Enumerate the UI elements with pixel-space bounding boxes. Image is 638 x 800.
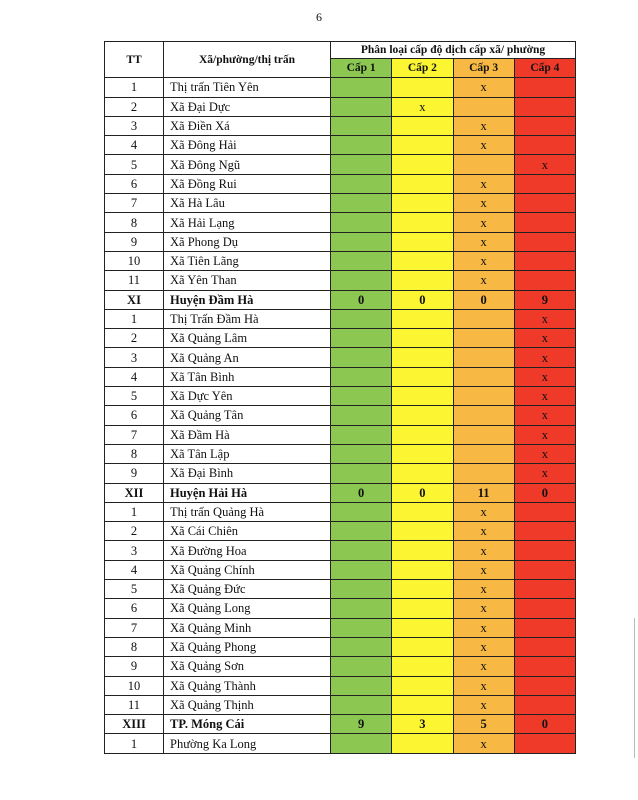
- row-level-4: 0: [514, 483, 575, 502]
- row-level-2: [392, 309, 453, 328]
- row-level-3: 5: [453, 715, 514, 734]
- row-level-2: [392, 695, 453, 714]
- row-name: Huyện Hải Hà: [164, 483, 331, 502]
- table-row: [105, 213, 576, 232]
- row-tt: 1: [105, 734, 164, 753]
- row-name: Thị Trấn Đầm Hà: [164, 309, 331, 328]
- row-level-4: [514, 618, 575, 637]
- row-tt: XII: [105, 483, 164, 502]
- header-level-3: Cấp 3: [453, 59, 514, 78]
- row-level-1: [331, 213, 392, 232]
- row-level-3: [453, 155, 514, 174]
- table-row: [105, 599, 576, 618]
- table-row: [105, 522, 576, 541]
- table-row: [105, 387, 576, 406]
- row-name: Xã Đầm Hà: [164, 425, 331, 444]
- row-tt: 3: [105, 116, 164, 135]
- row-level-2: [392, 271, 453, 290]
- row-tt: 9: [105, 464, 164, 483]
- row-level-3: x: [453, 116, 514, 135]
- row-tt: 4: [105, 136, 164, 155]
- row-level-2: [392, 367, 453, 386]
- row-level-2: [392, 657, 453, 676]
- row-level-3: x: [453, 580, 514, 599]
- row-level-4: x: [514, 155, 575, 174]
- row-level-2: 3: [392, 715, 453, 734]
- row-level-1: [331, 136, 392, 155]
- row-level-2: [392, 136, 453, 155]
- row-tt: 4: [105, 560, 164, 579]
- row-level-1: [331, 194, 392, 213]
- table-row: [105, 116, 576, 135]
- row-level-1: [331, 97, 392, 116]
- row-level-4: [514, 136, 575, 155]
- row-level-3: [453, 444, 514, 463]
- table-row: [105, 618, 576, 637]
- row-level-1: [331, 174, 392, 193]
- page-edge-mark: [634, 618, 638, 758]
- table-row: [105, 136, 576, 155]
- row-name: Xã Quảng Lâm: [164, 329, 331, 348]
- row-level-1: [331, 695, 392, 714]
- row-level-2: [392, 637, 453, 656]
- row-tt: 5: [105, 580, 164, 599]
- table-row: [105, 425, 576, 444]
- row-tt: 3: [105, 348, 164, 367]
- header-tt: TT: [105, 42, 164, 78]
- row-tt: 2: [105, 97, 164, 116]
- row-level-3: [453, 97, 514, 116]
- row-level-4: [514, 541, 575, 560]
- row-tt: XIII: [105, 715, 164, 734]
- row-level-4: [514, 580, 575, 599]
- row-level-4: x: [514, 425, 575, 444]
- header-level-group: Phân loại cấp độ dịch cấp xã/ phường: [331, 42, 576, 59]
- row-name: Xã Quảng Sơn: [164, 657, 331, 676]
- row-level-4: x: [514, 464, 575, 483]
- row-level-3: x: [453, 560, 514, 579]
- header-name: Xã/phường/thị trấn: [164, 42, 331, 78]
- row-level-3: x: [453, 657, 514, 676]
- row-level-2: [392, 78, 453, 97]
- row-level-4: x: [514, 387, 575, 406]
- table-row: [105, 464, 576, 483]
- row-level-4: [514, 251, 575, 270]
- row-level-1: [331, 425, 392, 444]
- row-level-4: x: [514, 329, 575, 348]
- row-level-2: [392, 116, 453, 135]
- table-group-row: [105, 290, 576, 309]
- row-level-3: x: [453, 734, 514, 753]
- row-level-1: [331, 637, 392, 656]
- row-level-3: x: [453, 174, 514, 193]
- row-tt: 7: [105, 425, 164, 444]
- row-level-2: [392, 348, 453, 367]
- row-level-3: [453, 367, 514, 386]
- row-level-1: [331, 348, 392, 367]
- row-level-3: x: [453, 676, 514, 695]
- row-level-3: [453, 329, 514, 348]
- row-level-3: 11: [453, 483, 514, 502]
- row-tt: 2: [105, 329, 164, 348]
- row-name: Xã Điền Xá: [164, 116, 331, 135]
- row-name: Xã Tiên Lãng: [164, 251, 331, 270]
- row-level-1: [331, 251, 392, 270]
- row-level-1: [331, 367, 392, 386]
- row-name: Xã Quảng Chính: [164, 560, 331, 579]
- row-tt: 2: [105, 522, 164, 541]
- table-row: [105, 271, 576, 290]
- row-name: Xã Đại Dực: [164, 97, 331, 116]
- row-level-4: [514, 232, 575, 251]
- row-level-1: [331, 618, 392, 637]
- table-row: [105, 367, 576, 386]
- row-level-1: [331, 406, 392, 425]
- row-level-3: [453, 348, 514, 367]
- row-level-4: x: [514, 309, 575, 328]
- row-level-2: [392, 174, 453, 193]
- row-tt: 11: [105, 271, 164, 290]
- row-level-4: x: [514, 406, 575, 425]
- row-level-3: x: [453, 599, 514, 618]
- row-tt: 10: [105, 251, 164, 270]
- row-name: Xã Phong Dụ: [164, 232, 331, 251]
- row-level-4: [514, 599, 575, 618]
- row-level-3: [453, 309, 514, 328]
- row-level-3: x: [453, 232, 514, 251]
- row-level-3: x: [453, 522, 514, 541]
- row-level-2: [392, 213, 453, 232]
- row-tt: 8: [105, 637, 164, 656]
- row-level-4: [514, 657, 575, 676]
- row-name: Xã Quảng An: [164, 348, 331, 367]
- row-level-1: [331, 309, 392, 328]
- table-row: [105, 502, 576, 521]
- row-level-2: [392, 406, 453, 425]
- table-row: [105, 676, 576, 695]
- commune-level-table: [104, 41, 576, 754]
- row-level-4: 9: [514, 290, 575, 309]
- table-row: [105, 348, 576, 367]
- row-level-1: 0: [331, 483, 392, 502]
- row-level-2: [392, 541, 453, 560]
- row-name: Xã Quảng Long: [164, 599, 331, 618]
- table-row: [105, 541, 576, 560]
- row-tt: 8: [105, 444, 164, 463]
- row-level-4: [514, 522, 575, 541]
- row-name: Xã Quảng Tân: [164, 406, 331, 425]
- row-name: Xã Hải Lạng: [164, 213, 331, 232]
- row-tt: 9: [105, 232, 164, 251]
- row-level-4: [514, 695, 575, 714]
- row-level-3: x: [453, 271, 514, 290]
- row-level-1: [331, 502, 392, 521]
- table-row: [105, 657, 576, 676]
- row-level-2: 0: [392, 290, 453, 309]
- row-level-1: [331, 444, 392, 463]
- row-tt: XI: [105, 290, 164, 309]
- row-level-1: [331, 541, 392, 560]
- row-level-1: [331, 387, 392, 406]
- row-level-2: [392, 580, 453, 599]
- row-name: Xã Dực Yên: [164, 387, 331, 406]
- table-row: [105, 155, 576, 174]
- row-name: Xã Đồng Rui: [164, 174, 331, 193]
- table-row: [105, 406, 576, 425]
- row-level-1: [331, 560, 392, 579]
- row-level-4: x: [514, 348, 575, 367]
- row-level-2: [392, 329, 453, 348]
- row-name: Xã Tân Bình: [164, 367, 331, 386]
- row-tt: 1: [105, 502, 164, 521]
- row-level-4: [514, 213, 575, 232]
- header-level-4: Cấp 4: [514, 59, 575, 78]
- row-level-2: [392, 560, 453, 579]
- table-row: [105, 695, 576, 714]
- table-row: [105, 251, 576, 270]
- row-tt: 1: [105, 309, 164, 328]
- row-level-1: [331, 329, 392, 348]
- row-level-4: [514, 116, 575, 135]
- row-level-1: [331, 599, 392, 618]
- table-row: [105, 97, 576, 116]
- row-level-3: x: [453, 194, 514, 213]
- row-level-2: 0: [392, 483, 453, 502]
- row-level-3: x: [453, 695, 514, 714]
- row-level-2: [392, 599, 453, 618]
- table-body: [105, 78, 576, 753]
- row-level-2: [392, 194, 453, 213]
- row-level-4: [514, 734, 575, 753]
- row-tt: 10: [105, 676, 164, 695]
- table-row: [105, 78, 576, 97]
- row-level-3: x: [453, 637, 514, 656]
- row-level-2: [392, 425, 453, 444]
- row-level-4: [514, 502, 575, 521]
- row-level-2: [392, 251, 453, 270]
- row-level-4: x: [514, 367, 575, 386]
- row-level-3: x: [453, 213, 514, 232]
- page-number: 6: [316, 10, 322, 24]
- row-level-4: 0: [514, 715, 575, 734]
- row-level-1: [331, 464, 392, 483]
- row-name: Xã Đại Bình: [164, 464, 331, 483]
- row-level-4: [514, 194, 575, 213]
- row-level-2: [392, 618, 453, 637]
- row-level-1: [331, 734, 392, 753]
- row-level-4: [514, 97, 575, 116]
- row-level-2: [392, 502, 453, 521]
- table-row: [105, 580, 576, 599]
- row-level-3: [453, 464, 514, 483]
- table-group-row: [105, 483, 576, 502]
- row-level-4: [514, 174, 575, 193]
- row-name: Xã Quảng Thịnh: [164, 695, 331, 714]
- row-level-1: [331, 116, 392, 135]
- row-name: Xã Tân Lập: [164, 444, 331, 463]
- row-level-3: x: [453, 618, 514, 637]
- table-row: [105, 637, 576, 656]
- row-level-1: 0: [331, 290, 392, 309]
- row-name: Thị trấn Quảng Hà: [164, 502, 331, 521]
- row-level-3: [453, 387, 514, 406]
- row-level-3: x: [453, 502, 514, 521]
- row-tt: 11: [105, 695, 164, 714]
- row-name: Xã Cái Chiên: [164, 522, 331, 541]
- row-level-3: [453, 425, 514, 444]
- row-name: Xã Quảng Thành: [164, 676, 331, 695]
- row-level-4: [514, 676, 575, 695]
- row-tt: 5: [105, 387, 164, 406]
- row-level-2: [392, 232, 453, 251]
- row-level-2: [392, 464, 453, 483]
- table-row: [105, 734, 576, 753]
- header-level-2: Cấp 2: [392, 59, 453, 78]
- row-level-3: [453, 406, 514, 425]
- row-name: Phường Ka Long: [164, 734, 331, 753]
- row-level-4: [514, 271, 575, 290]
- row-tt: 3: [105, 541, 164, 560]
- table-row: [105, 174, 576, 193]
- row-name: Huyện Đầm Hà: [164, 290, 331, 309]
- row-name: Xã Yên Than: [164, 271, 331, 290]
- row-level-4: [514, 78, 575, 97]
- row-level-3: x: [453, 251, 514, 270]
- row-tt: 6: [105, 406, 164, 425]
- row-tt: 1: [105, 78, 164, 97]
- row-level-2: x: [392, 97, 453, 116]
- table-row: [105, 444, 576, 463]
- row-tt: 6: [105, 599, 164, 618]
- table-row: [105, 232, 576, 251]
- row-tt: 5: [105, 155, 164, 174]
- row-level-2: [392, 734, 453, 753]
- row-level-3: x: [453, 78, 514, 97]
- row-tt: 7: [105, 194, 164, 213]
- row-level-3: x: [453, 136, 514, 155]
- row-tt: 8: [105, 213, 164, 232]
- row-tt: 7: [105, 618, 164, 637]
- row-level-1: [331, 657, 392, 676]
- row-level-4: [514, 560, 575, 579]
- row-level-1: [331, 522, 392, 541]
- row-level-2: [392, 155, 453, 174]
- table-group-row: [105, 715, 576, 734]
- row-tt: 9: [105, 657, 164, 676]
- row-level-3: 0: [453, 290, 514, 309]
- row-level-1: [331, 155, 392, 174]
- row-level-3: x: [453, 541, 514, 560]
- table-row: [105, 194, 576, 213]
- row-tt: 6: [105, 174, 164, 193]
- row-name: Xã Đông Hải: [164, 136, 331, 155]
- row-name: TP. Móng Cái: [164, 715, 331, 734]
- row-level-2: [392, 444, 453, 463]
- row-level-1: [331, 676, 392, 695]
- row-name: Xã Đông Ngũ: [164, 155, 331, 174]
- row-name: Thị trấn Tiên Yên: [164, 78, 331, 97]
- row-level-1: 9: [331, 715, 392, 734]
- row-level-2: [392, 387, 453, 406]
- table-row: [105, 560, 576, 579]
- row-level-4: [514, 637, 575, 656]
- table-row: [105, 329, 576, 348]
- row-tt: 4: [105, 367, 164, 386]
- row-name: Xã Quảng Phong: [164, 637, 331, 656]
- row-level-1: [331, 271, 392, 290]
- row-name: Xã Đường Hoa: [164, 541, 331, 560]
- table-row: [105, 309, 576, 328]
- row-level-1: [331, 78, 392, 97]
- row-name: Xã Hà Lâu: [164, 194, 331, 213]
- row-level-2: [392, 522, 453, 541]
- row-level-1: [331, 232, 392, 251]
- row-level-1: [331, 580, 392, 599]
- row-level-2: [392, 676, 453, 695]
- row-level-4: x: [514, 444, 575, 463]
- header-level-1: Cấp 1: [331, 59, 392, 78]
- row-name: Xã Quảng Đức: [164, 580, 331, 599]
- row-name: Xã Quảng Minh: [164, 618, 331, 637]
